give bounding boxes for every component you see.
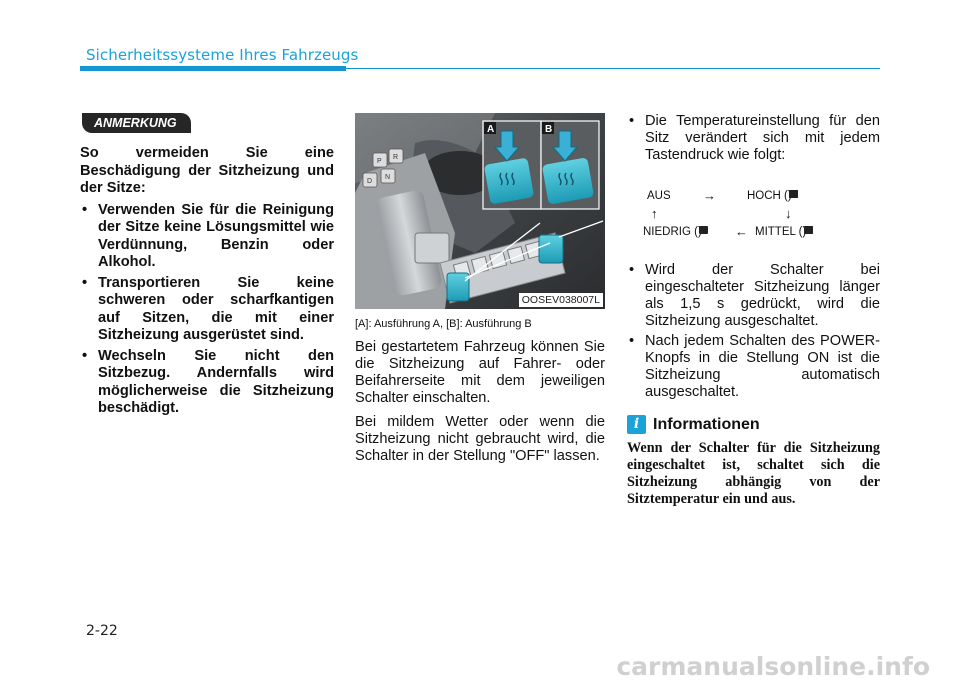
label-a: A — [487, 124, 495, 135]
watermark: carmanualsonline.info — [616, 652, 930, 681]
console-photo — [355, 113, 605, 309]
bullet: • — [82, 201, 88, 218]
section-title: Sicherheitssysteme Ihres Fahrzeugs — [86, 46, 359, 64]
info-title: Informationen — [653, 415, 760, 433]
label-b: B — [545, 124, 553, 135]
bullet: • — [629, 262, 635, 278]
arrow-down-icon: ↓ — [785, 206, 792, 221]
list-item: • Verwenden Sie für die Reinigung der Sitze keine Lösungsmittel wie Verdünnung, Benzin oder Alkohol. — [82, 201, 334, 270]
inset-b — [541, 121, 599, 209]
info-icon: i — [627, 415, 646, 434]
note-list — [80, 202, 334, 418]
svg-text:R: R — [393, 154, 399, 161]
arrow-up-icon: ↑ — [651, 206, 658, 221]
seq-aus: AUS — [647, 190, 671, 202]
inset-a — [483, 121, 541, 209]
level-indicator-icon — [789, 190, 798, 198]
note-lead: So vermeiden Sie eine Beschädigung der Sitzheizung und der Sitze: — [80, 145, 334, 196]
temperature-sequence — [627, 178, 880, 248]
list-item: • Wird der Schalter bei eingeschalteter Sitzheizung länger als 1,5 s gedrückt, wird die Sitzheizung ausgeschaltet. — [629, 262, 880, 329]
level-indicator-icon — [804, 226, 813, 234]
note-column — [80, 113, 334, 421]
page-number: 2-22 — [86, 623, 118, 639]
header-rule — [346, 68, 880, 69]
arrow-left-icon: ← — [735, 224, 748, 239]
middle-column — [355, 113, 605, 465]
svg-text:N: N — [385, 174, 391, 181]
paragraph: Bei mildem Wetter oder wenn die Sitzheizung nicht gebraucht wird, die Schalter in der Stellung "OFF" lassen. — [355, 414, 605, 464]
list-item: • Transportieren Sie keine schweren oder scharfkantigen auf Sitzen, die mit einer Sitzheizung ausgerüstet sind. — [82, 274, 334, 343]
console-illustration — [355, 113, 605, 309]
bullet: • — [82, 274, 88, 291]
seq-hoch: HOCH ( — [747, 190, 792, 202]
svg-text:P: P — [377, 158, 382, 165]
list-item: • Nach jedem Schalten des POWER-Knopfs in die Stellung ON ist die Sitzheizung automatisch ausgeschaltet. — [629, 333, 880, 400]
seq-mittel: MITTEL ( — [755, 226, 806, 238]
paragraph: Bei gestartetem Fahrzeug können Sie die Sitzheizung auf Fahrer- oder Beifahrerseite mit dem jeweiligen Schalter einschalten. — [355, 339, 605, 406]
seq-niedrig: NIEDRIG ( — [643, 226, 702, 238]
bullet: • — [629, 113, 635, 129]
right-column — [627, 113, 880, 508]
level-indicator-icon — [699, 226, 708, 234]
header-accent-bar — [80, 66, 346, 71]
list-item: • Wechseln Sie nicht den Sitzbezug. Andernfalls wird möglicherweise die Sitzheizung beschädigt. — [82, 347, 334, 416]
info-text: Wenn der Schalter für die Sitzheizung eingeschaltet ist, schaltet sich die Sitzheizung abhängig von der Sitztemperatur ein und aus. — [627, 440, 880, 507]
info-heading — [627, 415, 880, 434]
svg-text:D: D — [367, 178, 373, 185]
bullet: • — [82, 347, 88, 364]
figure-code: OOSEV038007L — [519, 293, 603, 307]
bullet: • — [629, 333, 635, 349]
passenger-seat-heater-switch — [539, 235, 563, 263]
figure-caption: [A]: Ausführung A, [B]: Ausführung B — [355, 318, 532, 330]
arrow-right-icon: → — [703, 188, 716, 203]
note-badge: ANMERKUNG — [82, 113, 191, 133]
list-item: • Die Temperatureinstellung für den Sitz verändert sich mit jedem Tastendruck wie folgt: — [629, 113, 880, 163]
